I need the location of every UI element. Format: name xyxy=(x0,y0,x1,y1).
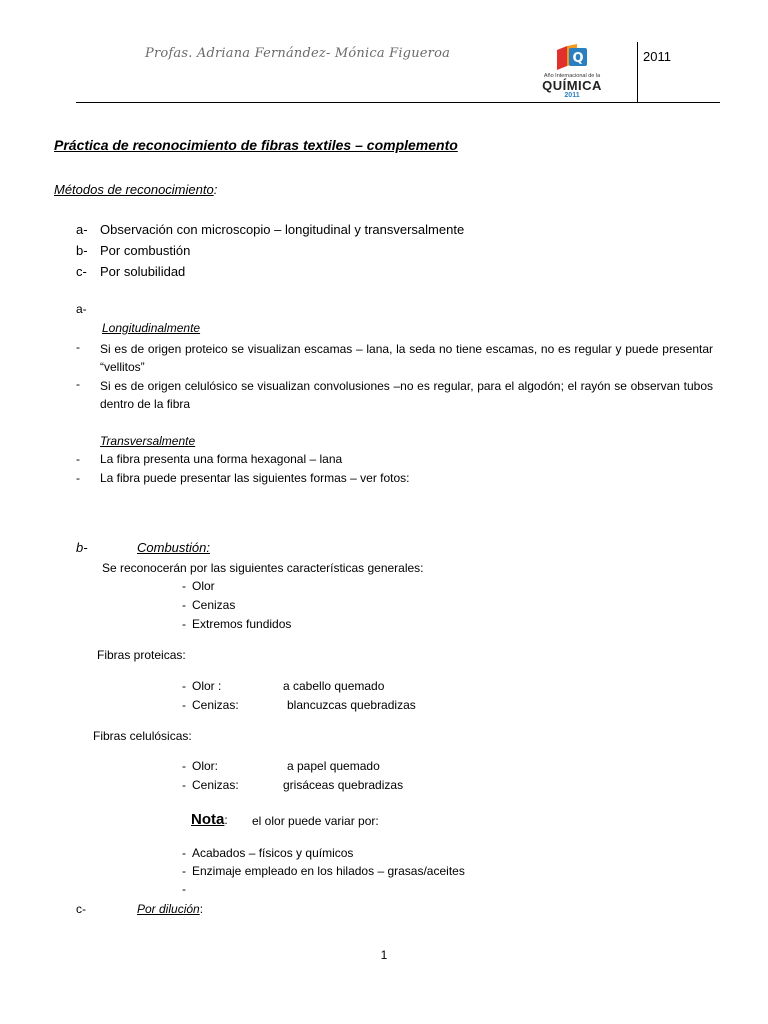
proteicas-cenizas-value: blancuzcas quebradizas xyxy=(287,698,416,712)
document-title: Práctica de reconocimiento de fibras textiles – complemento xyxy=(54,137,458,153)
longitudinal-item-1: Si es de origen proteico se visualizan escamas – lana, la seda no tiene escamas, no es regular y puede presentar “vellitos” xyxy=(100,342,713,374)
logo-line-3: 2011 xyxy=(564,92,580,99)
bullet-dash: - xyxy=(76,340,80,354)
methods-heading-text: Métodos de reconocimiento xyxy=(54,182,214,197)
nota-colon: : xyxy=(224,813,228,827)
longitudinal-heading: Longitudinalmente xyxy=(102,321,201,335)
general-item-cenizas: Cenizas xyxy=(192,598,236,612)
proteicas-olor-key: Olor : xyxy=(192,679,222,693)
bullet-dash: - xyxy=(182,778,186,792)
bullet-dash: - xyxy=(182,882,186,896)
method-marker-b: b- xyxy=(76,243,88,258)
method-marker-a: a- xyxy=(76,222,88,237)
section-c-marker: c- xyxy=(76,902,86,916)
proteicas-cenizas-key: Cenizas: xyxy=(192,698,239,712)
quimica-2011-logo xyxy=(535,44,609,100)
celulosicas-olor-key: Olor: xyxy=(192,759,219,773)
bullet-dash: - xyxy=(182,846,186,860)
section-b-marker: b- xyxy=(76,540,88,555)
nota-text: el olor puede variar por: xyxy=(252,814,379,828)
dilucion-heading-text: Por dilución xyxy=(137,902,200,916)
dilucion-heading-colon: : xyxy=(199,902,204,916)
celulosicas-label: Fibras celulósicas: xyxy=(93,729,192,743)
bullet-dash: - xyxy=(182,698,186,712)
bullet-dash: - xyxy=(182,617,186,631)
proteicas-olor-value: a cabello quemado xyxy=(283,679,385,693)
celulosicas-olor-value: a papel quemado xyxy=(287,759,380,773)
bullet-dash: - xyxy=(182,759,186,773)
logo-line-1: Año Internacional de la xyxy=(543,73,601,79)
methods-heading xyxy=(54,182,217,197)
transversal-item-2: La fibra puede presentar las siguientes formas – ver fotos: xyxy=(100,471,410,485)
bullet-dash: - xyxy=(76,471,80,485)
longitudinal-item-2: Si es de origen celulósico se visualizan convolusiones –no es regular, para el algodón; el rayón se observan tubos dentro de la fibra xyxy=(100,379,713,411)
nota-word: Nota xyxy=(191,811,225,828)
bullet-dash: - xyxy=(76,452,80,466)
svg-text:Q: Q xyxy=(572,51,584,66)
logo-line-2: QUÍMICA xyxy=(542,78,602,93)
transversal-item-1: La fibra presenta una forma hexagonal – lana xyxy=(100,452,343,466)
header-vertical-divider xyxy=(637,42,638,102)
header-year: 2011 xyxy=(643,49,671,64)
methods-heading-colon: : xyxy=(213,182,218,197)
nota-label xyxy=(191,811,228,829)
celulosicas-cenizas-key: Cenizas: xyxy=(192,778,239,792)
bullet-dash: - xyxy=(182,679,186,693)
page-number: 1 xyxy=(380,948,388,962)
bullet-dash: - xyxy=(182,579,186,593)
general-item-olor: Olor xyxy=(192,579,215,593)
general-item-extremos: Extremos fundidos xyxy=(192,617,292,631)
bullet-dash: - xyxy=(182,864,186,878)
method-text-a: Observación con microscopio – longitudinal y transversalmente xyxy=(100,222,465,237)
header-authors: Profas. Adriana Fernández- Mónica Figueroa xyxy=(145,46,451,61)
combustion-intro: Se reconocerán por las siguientes características generales: xyxy=(102,561,424,575)
nota-item-1: Acabados – físicos y químicos xyxy=(192,846,354,860)
bullet-dash: - xyxy=(182,598,186,612)
combustion-heading: Combustión: xyxy=(137,540,210,555)
section-a-marker: a- xyxy=(76,302,87,316)
header-horizontal-divider xyxy=(76,102,720,103)
method-text-b: Por combustión xyxy=(100,243,191,258)
method-marker-c: c- xyxy=(76,264,87,279)
celulosicas-cenizas-value: grisáceas quebradizas xyxy=(283,778,404,792)
book-q-logo-icon xyxy=(555,44,589,72)
dilucion-heading xyxy=(137,902,203,916)
method-text-c: Por solubilidad xyxy=(100,264,186,279)
transversal-heading: Transversalmente xyxy=(100,434,196,448)
proteicas-label: Fibras proteicas: xyxy=(97,648,186,662)
nota-item-2: Enzimaje empleado en los hilados – grasas/aceites xyxy=(192,864,465,878)
bullet-dash: - xyxy=(76,377,80,391)
